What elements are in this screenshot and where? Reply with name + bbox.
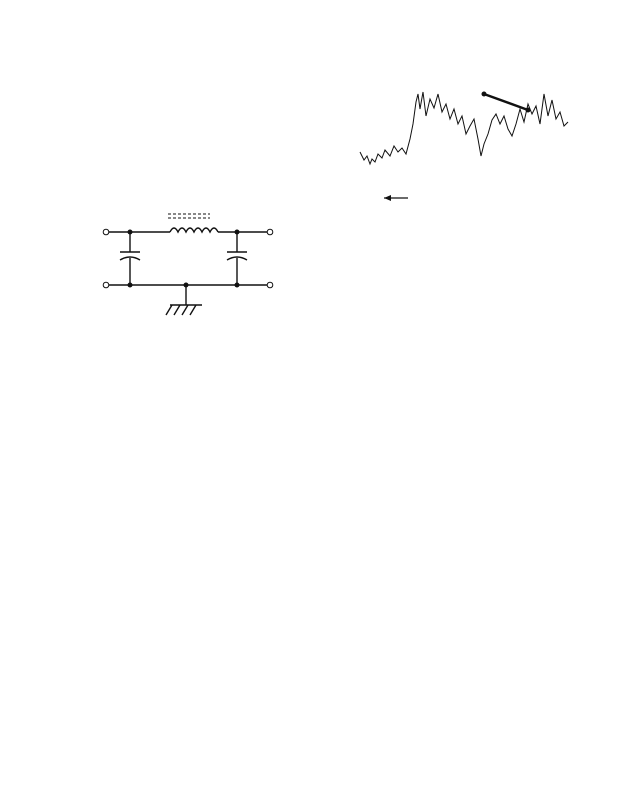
rectifier-filter-diagram [58, 205, 318, 330]
running-header [36, 33, 48, 46]
chart-trace [360, 92, 568, 164]
rectilinear-chart [320, 64, 610, 216]
